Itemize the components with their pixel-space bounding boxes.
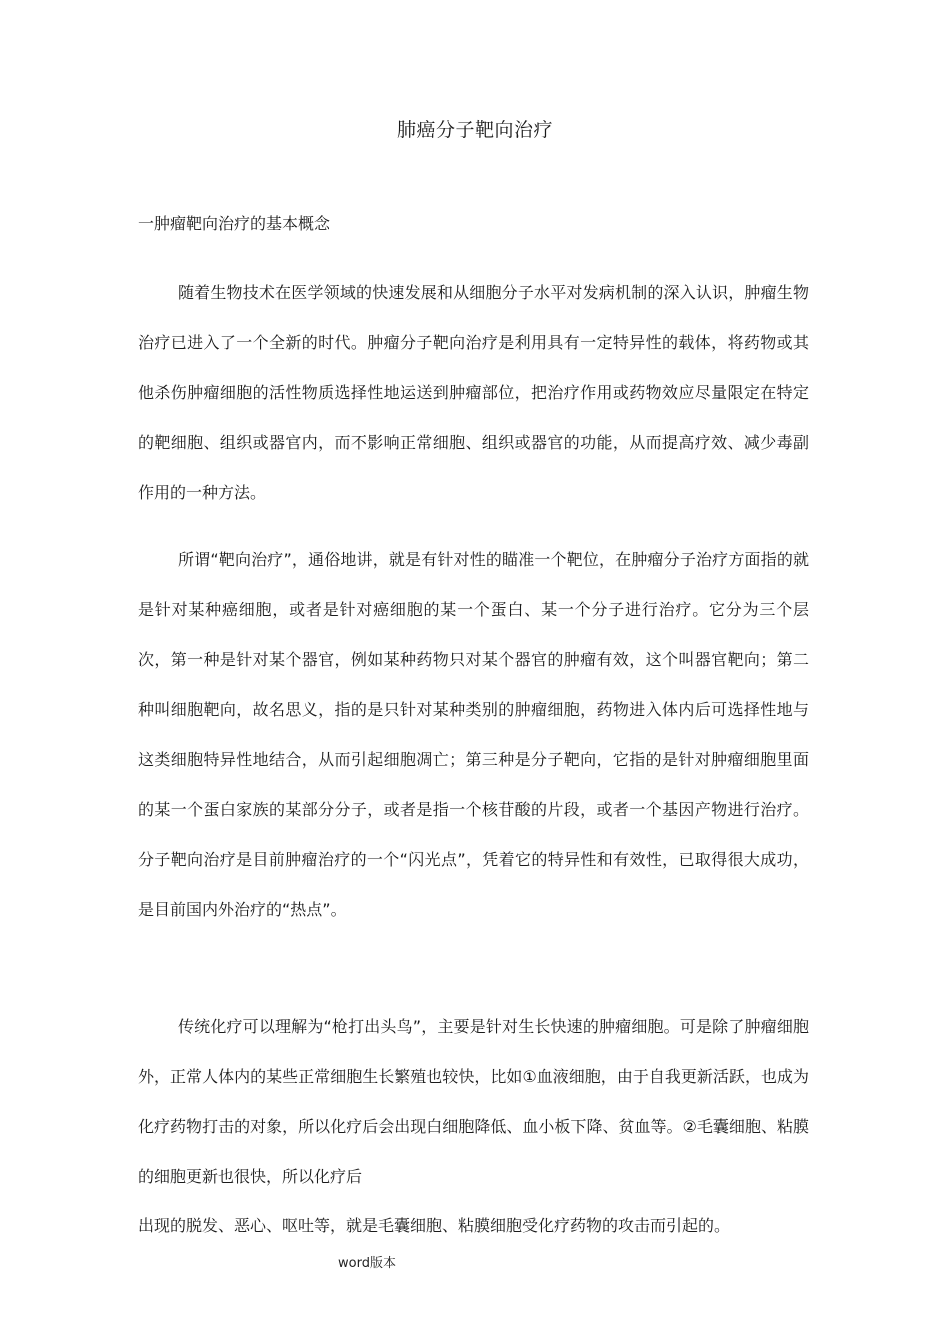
section-heading: 一肿瘤靶向治疗的基本概念 <box>138 214 331 233</box>
paragraph-1: 随着生物技术在医学领域的快速发展和从细胞分子水平对发病机制的深入认识，肿瘤生物治疗已进入了一个全新的时代。肿瘤分子靶向治疗是利用具有一定特异性的载体，将药物或其他杀伤肿瘤细胞的活性物质选择性地运送到肿瘤部位，把治疗作用或药物效应尽量限定在特定的靶细胞、组织或器官内，而不影响正常细胞、组织或器官的功能，从而提高疗效、减少毒副作用的一种方法。 <box>138 283 809 502</box>
paragraph-continuation: 出现的脱发、恶心、呕吐等，就是毛囊细胞、粘膜细胞受化疗药物的攻击而引起的。 <box>138 1216 731 1235</box>
paragraph-3: 传统化疗可以理解为“枪打出头鸟”，主要是针对生长快速的肿瘤细胞。可是除了肿瘤细胞外，正常人体内的某些正常细胞生长繁殖也较快，比如①血液细胞，由于自我更新活跃，也成为化疗药物打击的对象，所以化疗后会出现白细胞降低、血小板下降、贫血等。②毛囊细胞、粘膜的细胞更新也很快，所以化疗后 <box>138 1017 809 1186</box>
document-title: 肺癌分子靶向治疗 <box>396 119 553 141</box>
paragraph-2: 所谓“靶向治疗”，通俗地讲，就是有针对性的瞄准一个靶位，在肿瘤分子治疗方面指的就是针对某种癌细胞，或者是针对癌细胞的某一个蛋白、某一个分子进行治疗。它分为三个层次，第一种是针对某个器官，例如某种药物只对某个器官的肿瘤有效，这个叫器官靶向；第二种叫细胞靶向，故名思义，指的是只针对某种类别的肿瘤细胞，药物进入体内后可选择性地与这类细胞特异性地结合，从而引起细胞凋亡；第三种是分子靶向，它指的是针对肿瘤细胞里面的某一个蛋白家族的某部分分子，或者是指一个核苷酸的片段，或者一个基因产物进行治疗。分子靶向治疗是目前肿瘤治疗的一个“闪光点”，凭着它的特异性和有效性，已取得很大成功，是目前国内外治疗的“热点”。 <box>138 550 809 919</box>
page-footer: word版本 <box>338 1256 396 1271</box>
